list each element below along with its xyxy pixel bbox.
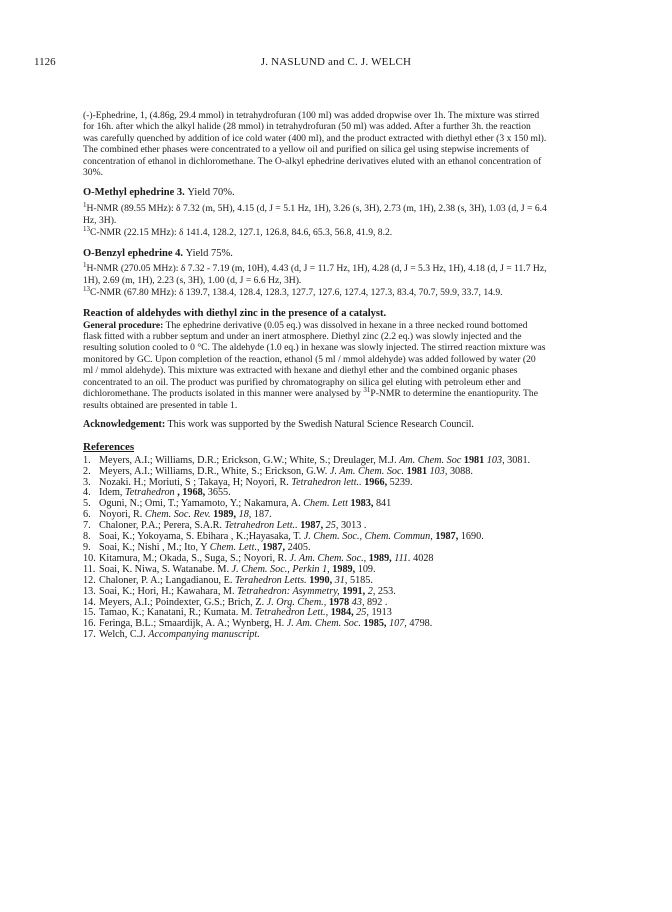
reference-pages: 4028: [413, 552, 434, 564]
reference-year: , 1968,: [177, 487, 206, 499]
reference-pages: 3655.: [207, 487, 231, 499]
reference-number: 5.: [83, 498, 91, 510]
reference-authors: Soai, K.; Hori, H.; Kawahara, M.: [99, 585, 235, 597]
reference-authors: Soai, K.; Yokoyama, S. Ebihara , K.;Hayasaka, T.: [99, 531, 302, 543]
reference-journal: Accompanying manuscript.: [148, 629, 260, 641]
reference-number: 14.: [83, 596, 96, 608]
reference-authors: Chaloner, P.A.; Perera, S.A.R.: [99, 520, 222, 532]
reference-authors: Idem,: [99, 487, 123, 499]
reference-pages: 5185.: [349, 574, 373, 586]
reference-volume: 103,: [486, 454, 505, 466]
reference-year: 1985,: [363, 618, 387, 630]
reference-year: 1989,: [368, 552, 392, 564]
reference-year: 1966,: [364, 476, 388, 488]
reference-authors: Meyers, A.I.; Williams, D.R.; Erickson, G.W.; White, S.; Dreulager, M.J.: [99, 454, 397, 466]
reference-year: 1990,: [309, 574, 333, 586]
reference-number: 11.: [83, 563, 96, 575]
reference-number: 15.: [83, 607, 96, 619]
reference-item: [83, 630, 547, 641]
benzyl-c-nmr-text: C-NMR (67.80 MHz): δ 139.7, 138.4, 128.4, 128.3, 127.7, 127.6, 127.4, 127.3, 83.4, 70.7, 59.9, 33.7, 14.9.: [90, 287, 503, 299]
reference-year: 1981: [463, 454, 485, 466]
reference-year: 1987,: [262, 541, 286, 553]
reaction-section: [83, 308, 547, 411]
reference-journal: Tetrahedron: Asymmetry,: [237, 585, 340, 597]
reference-year: 1981: [406, 465, 428, 477]
reference-number: 6.: [83, 509, 91, 521]
reference-authors: Tamao, K.; Kanatani, R.; Kumata. M.: [99, 607, 253, 619]
reference-volume: 2,: [367, 585, 376, 597]
reference-number: 16.: [83, 618, 96, 630]
reference-pages: 892 .: [367, 596, 388, 608]
reference-authors: Soai, K. Niwa, S. Watanabe. M.: [99, 563, 229, 575]
reference-pages: 3081.: [507, 454, 531, 466]
acknowledgement: [83, 419, 547, 430]
benzyl-yield: Yield 75%.: [185, 247, 233, 259]
reference-volume: 25,: [356, 607, 369, 619]
reference-journal: J. Am. Chem. Soc.,: [289, 552, 367, 564]
references-heading: References: [83, 441, 135, 454]
reference-volume: 31,: [334, 574, 348, 586]
reference-journal: J. Chem. Soc., Perkin 1,: [231, 563, 330, 575]
benzyl-ephedrine-section: [83, 248, 547, 299]
reference-journal: J. Chem. Soc., Chem. Commun,: [303, 531, 433, 543]
general-procedure-label: General procedure:: [83, 319, 164, 331]
reference-journal: J. Org. Chem.,: [266, 596, 327, 608]
reference-year: 1987,: [300, 520, 324, 532]
reference-journal: Chem. Lett: [303, 498, 348, 510]
reference-journal: Am. Chem. Soc: [399, 454, 462, 466]
general-procedure: General procedure: The ephedrine derivative (0.05 eq.) was dissolved in hexane in a three necked round bottomed flask fitted with a rubber septum and under an inert atmosphere. Diethyl zinc (2.2 eq.) was slowly injected and the resulting solution cooled to 0 °C. The aldehyde (1.0 eq.) in hexane was slowly injected. The stirred reaction mixture was monitored by GC. Upon completion of the reaction, ethanol (5 ml / mmol aldehyde) was added followed by water (20 ml / mmol aldehyde). This mixture was extracted with hexane and diethyl ether and the combined organic phases concentrated to an oil. The product was purified by chromatography on silica gel eluting with petroleum ether and dichloromethane. The products isolated in this manner were analysed by $^{31}$P-NMR to determine the enantiopurity. The results obtained are presented in table 1.: [83, 319, 546, 411]
methyl-c-nmr: $^{13}$C-NMR (22.15 MHz): δ 141.4, 128.2, 127.1, 126.8, 84.6, 65.3, 56.8, 41.9, 8.2.: [83, 224, 393, 238]
reference-pages: 3013 .: [340, 520, 367, 532]
page-number: 1126: [34, 56, 56, 68]
reference-authors: Noyori, R.: [99, 509, 143, 521]
methyl-title: O-Methyl ephedrine 3.: [83, 187, 185, 199]
reference-journal: J. Am. Chem. Soc.: [329, 465, 405, 477]
reference-volume: 18,: [238, 509, 252, 521]
reference-pages: 841: [375, 498, 392, 510]
reference-authors: Meyers, A.I.; Williams, D.R., White, S.; Erickson, G.W.: [99, 465, 328, 477]
reference-year: 1983,: [350, 498, 374, 510]
reference-pages: 109.: [357, 563, 376, 575]
methyl-h-nmr: $^1$H-NMR (89.55 MHz): δ 7.32 (m, 5H), 4.15 (d, J = 5.1 Hz, 1H), 3.26 (s, 3H), 2.73 (m, 1H), 2.38 (s, 3H), 1.03 (d, J = 6.4 Hz, 3H).: [83, 200, 547, 226]
methyl-c-nmr-text: C-NMR (22.15 MHz): δ 141.4, 128.2, 127.1, 126.8, 84.6, 65.3, 56.8, 41.9, 8.2.: [90, 226, 393, 238]
reaction-heading: Reaction of aldehydes with diethyl zinc in the presence of a catalyst.: [83, 308, 387, 320]
reference-authors: Nozaki. H.; Moriuti, S ; Takaya, H; Noyori, R.: [99, 476, 289, 488]
reference-authors: Welch, C.J.: [99, 629, 146, 641]
reference-volume: 25,: [325, 520, 339, 532]
reference-year: 1991,: [342, 585, 366, 597]
acknowledgement-text: This work was supported by the Swedish Natural Science Research Council.: [167, 418, 474, 430]
benzyl-h-nmr: $^1$H-NMR (270.05 MHz): δ 7.32 - 7.19 (m, 10H), 4.43 (d, J = 11.7 Hz, 1H), 4.28 (d, J = 5.3 Hz, 1H), 4.18 (d, J = 11.7 Hz, 1H), 2.69 (m, 1H), 2.23 (s, 3H), 1.00 (d, J = 6.6 Hz, 3H).: [83, 261, 547, 287]
running-head: J. NASLUND and C. J. WELCH: [260, 56, 412, 68]
reference-pages: 253.: [377, 585, 396, 597]
reference-volume: 107,: [389, 618, 407, 630]
reference-pages: 3088.: [449, 465, 473, 477]
reference-authors: Kitamura, M.; Okada, S., Suga, S.; Noyori, R.: [99, 552, 287, 564]
reference-number: 2.: [83, 465, 91, 477]
reference-authors: Soai, K.; Nishi , M.; Ito, Y: [99, 541, 208, 553]
reference-journal: Tetrahedron lett..: [291, 476, 362, 488]
reference-authors: Chaloner, P. A.; Langadianou, E.: [99, 574, 233, 586]
reference-volume: 103,: [429, 465, 448, 477]
reference-pages: 4798.: [409, 618, 433, 630]
reference-number: 12.: [83, 574, 96, 586]
reference-number: 9.: [83, 541, 91, 553]
reference-pages: 187.: [253, 509, 272, 521]
reference-number: 3.: [83, 476, 91, 488]
reference-pages: 2405.: [287, 541, 311, 553]
reference-year: 1989,: [332, 563, 356, 575]
acknowledgement-label: Acknowledgement:: [83, 418, 166, 430]
reference-list: [83, 456, 547, 641]
reference-volume: 111.: [394, 552, 411, 564]
reference-journal: Tetrahedron Lett.,: [255, 607, 329, 619]
reference-journal: Tetrahedron: [125, 487, 175, 499]
general-procedure-text: The ephedrine derivative (0.05 eq.) was dissolved in hexane in a three necked round bottomed flask fitted with a rubber septum and under an inert atmosphere. Diethyl zinc (2.2 eq.) was slowly injected and the resulting solution cooled to 0 °C. The aldehyde (1.0 eq.) in hexane was slowly injected. The stirred reaction mixture was monitored by GC. Upon completion of the reaction, ethanol (5 ml / mmol aldehyde) was added followed by water (20 ml / mmol aldehyde). This mixture was extracted with hexane and diethyl ether and the combined organic phases concentrated to an oil. The product was purified by chromatography on silica gel eluting with petroleum ether and dichloromethane. The products isolated in this manner were analysed by: [83, 319, 546, 400]
article-body: [83, 110, 547, 641]
benzyl-ephedrine-heading: [83, 248, 547, 259]
reference-pages: 1913: [371, 607, 392, 619]
reference-journal: Tetrahedron Lett..: [224, 520, 298, 532]
reference-authors: Feringa, B.L.; Smaardijk, A. A.; Wynberg, H.: [99, 618, 285, 630]
reference-number: 17.: [83, 629, 96, 641]
reference-volume: 43,: [351, 596, 365, 608]
reference-journal: Chem. Soc. Rev.: [144, 509, 211, 521]
methyl-h-nmr-text: H-NMR (89.55 MHz): δ 7.32 (m, 5H), 4.15 (d, J = 5.1 Hz, 1H), 3.26 (s, 3H), 2.73 (m, 1H), 2.38 (s, 3H), 1.03 (d, J = 6.4 Hz, 3H).: [83, 202, 547, 226]
reference-authors: Meyers, A.I.; Poindexter, G.S.; Brich, Z.: [99, 596, 265, 608]
reference-journal: Chem. Lett.,: [209, 541, 260, 553]
reference-number: 8.: [83, 531, 91, 543]
page-header: [0, 56, 672, 72]
methyl-ephedrine-section: [83, 187, 547, 238]
reference-pages: 1690.: [460, 531, 484, 543]
reference-journal: Terahedron Letts.: [234, 574, 307, 586]
general-procedure-tail: P-NMR to determine the enantiopurity. The results obtained are presented in table 1.: [83, 388, 538, 411]
reference-journal: J. Am. Chem. Soc.: [286, 618, 361, 630]
intro-paragraph: (-)-Ephedrine, 1, (4.86g, 29.4 mmol) in tetrahydrofuran (100 ml) was added dropwise over 1h. The mixture was stirred for 16h. after which the alkyl halide (28 mmol) in tetrahydrofuran (50 ml) was added. After a further 3h. the reaction was carefully quenched by addition of ice cold water (400 ml), and the product extracted with diethyl ether (3 x 150 ml). The combined ether phases were concentrated to a yellow oil and purified on silica gel using stepwise increments of concentration of ethanol in dichloromethane. The O-alkyl ephedrine derivatives eluted with an ethanol concentration of 30%.: [83, 110, 547, 179]
reference-year: 1978: [328, 596, 350, 608]
reference-authors: Oguni, N.; Omi, T.; Yamamoto, Y.; Nakamura, A.: [99, 498, 301, 510]
reference-year: 1987,: [435, 531, 459, 543]
reference-year: 1989,: [213, 509, 237, 521]
reference-number: 4.: [83, 487, 91, 499]
reference-pages: 5239.: [389, 476, 413, 488]
reference-number: 7.: [83, 520, 91, 532]
methyl-yield: Yield 70%.: [187, 187, 235, 199]
reference-year: 1984,: [330, 607, 354, 619]
benzyl-title: O-Benzyl ephedrine 4.: [83, 247, 184, 259]
reference-number: 10.: [83, 552, 96, 564]
reference-number: 1.: [83, 454, 91, 466]
benzyl-c-nmr: $^{13}$C-NMR (67.80 MHz): δ 139.7, 138.4, 128.4, 128.3, 127.7, 127.6, 127.4, 127.3, 83.4, 70.7, 59.9, 33.7, 14.9.: [83, 285, 503, 299]
methyl-ephedrine-heading: [83, 187, 547, 198]
benzyl-h-nmr-text: H-NMR (270.05 MHz): δ 7.32 - 7.19 (m, 10H), 4.43 (d, J = 11.7 Hz, 1H), 4.28 (d, J = 5.3 Hz, 1H), 4.18 (d, J = 11.7 Hz, 1H), 2.69 (m, 1H), 2.23 (s, 3H), 1.00 (d, J = 6.6 Hz, 3H).: [83, 263, 547, 287]
reference-number: 13.: [83, 585, 96, 597]
